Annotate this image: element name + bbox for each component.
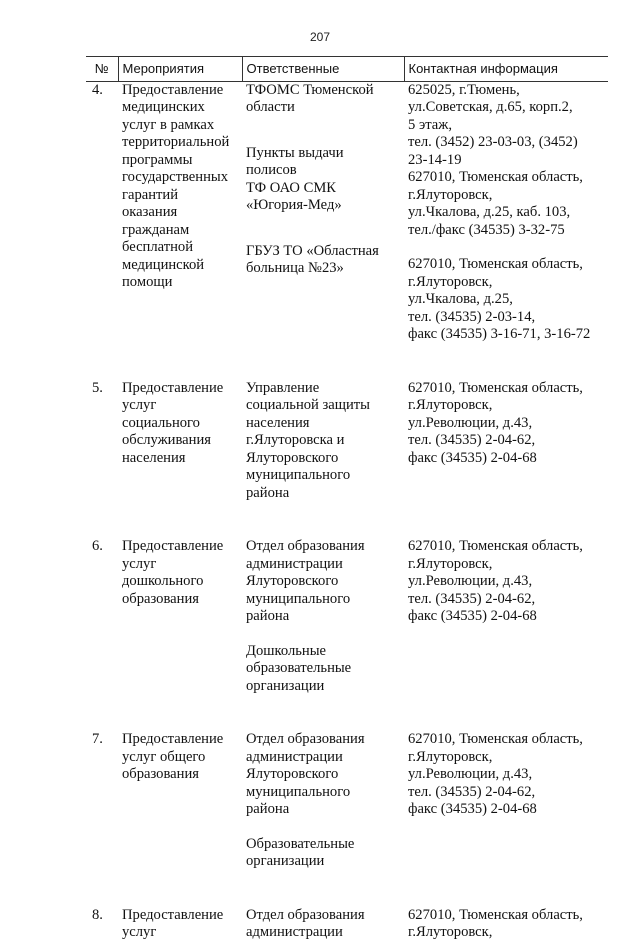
contact-line: 627010, Тюменская область, [408, 256, 583, 272]
event-line: программы [122, 151, 193, 168]
contact-line: тел. (34535) 2-04-62, [408, 783, 536, 800]
event-line: медицинской [122, 256, 205, 273]
contact-line: г.Ялуторовск, [408, 748, 493, 765]
event-line: услуг [122, 397, 157, 413]
event-line: услуг в рамках [122, 116, 215, 133]
contact-block [408, 907, 604, 942]
header-events: Мероприятия [118, 57, 242, 82]
event-line: услуг общего [122, 748, 206, 765]
contact-block [408, 380, 604, 468]
row-spacer [86, 344, 608, 380]
responsible-line: Отдел образования [246, 906, 365, 923]
contact-line: г.Ялуторовск, [408, 186, 493, 203]
responsible-line: г.Ялуторовска и [246, 432, 345, 448]
event-line: гражданам [122, 221, 190, 238]
contact-line: факс (34535) 2-04-68 [408, 449, 537, 466]
responsible-line: ГБУЗ ТО «Областная [246, 242, 379, 259]
contact-cell [404, 380, 608, 503]
table-row [86, 907, 608, 942]
event-line: Предоставление [122, 906, 224, 923]
contact-line: ул.Чкалова, д.25, каб. 103, [408, 204, 571, 220]
row-number: 8. [92, 906, 103, 923]
responsible-line: муниципального [246, 467, 351, 483]
responsible-line: Отдел образования [246, 538, 365, 554]
event-line: бесплатной [122, 239, 194, 255]
responsible-block [246, 380, 400, 503]
responsible-block [246, 538, 400, 626]
responsible-line: Управление [246, 379, 320, 396]
event-line: услуг [122, 924, 157, 940]
responsible-block [246, 145, 400, 215]
contact-line: 627010, Тюменская область, [408, 379, 583, 396]
responsible-line: полисов [246, 162, 297, 178]
contact-block [408, 538, 604, 626]
contact-line: ул.Чкалова, д.25, [408, 291, 513, 307]
event-line: помощи [122, 274, 173, 290]
row-spacer-cell [86, 695, 608, 731]
row-number: 6. [92, 538, 103, 554]
responsible-cell [242, 907, 404, 942]
responsible-block [246, 243, 400, 278]
table-body [86, 81, 608, 942]
responsible-line: населения [246, 414, 310, 431]
row-number: 7. [92, 731, 103, 747]
event-line: дошкольного [122, 573, 204, 589]
event-cell [118, 81, 242, 344]
responsible-line: образовательные [246, 660, 352, 676]
responsible-line: Образовательные [246, 835, 355, 852]
responsible-line: муниципального [246, 590, 351, 607]
responsible-line: Ялуторовского [246, 766, 339, 782]
event-line: услуг [122, 555, 157, 572]
contact-line: тел. (34535) 2-04-62, [408, 432, 536, 448]
row-spacer [86, 502, 608, 538]
responsible-line: организации [246, 677, 325, 694]
contact-line: тел. (3452) 23-03-03, (3452) [408, 134, 578, 150]
row-spacer-cell [86, 871, 608, 907]
contact-cell [404, 907, 608, 942]
responsible-line: ТФ ОАО СМК [246, 179, 337, 196]
contact-block [408, 169, 604, 239]
event-line: образования [122, 766, 199, 782]
responsible-line: Ялуторовского [246, 449, 339, 466]
responsible-line: Отдел образования [246, 731, 365, 747]
contact-block [408, 256, 604, 344]
responsible-line: ТФОМС Тюменской [246, 81, 374, 98]
contact-line: г.Ялуторовск, [408, 273, 493, 290]
responsible-line: Ялуторовского [246, 573, 339, 589]
responsible-cell [242, 380, 404, 503]
row-number: 5. [92, 379, 103, 396]
header-number: № [86, 57, 118, 82]
contact-line: 625025, г.Тюмень, [408, 81, 520, 98]
responsible-block [246, 907, 400, 942]
page-number: 207 [309, 30, 331, 44]
row-spacer [86, 871, 608, 907]
row-spacer-cell [86, 344, 608, 380]
contact-line: 627010, Тюменская область, [408, 538, 583, 554]
contact-line: 627010, Тюменская область, [408, 169, 583, 185]
event-cell [118, 380, 242, 503]
contact-cell [404, 731, 608, 871]
responsible-line: «Югория-Мед» [246, 197, 342, 213]
contact-line: г.Ялуторовск, [408, 924, 493, 940]
header-contact: Контактная информация [404, 57, 608, 82]
event-line: социального [122, 414, 200, 431]
responsible-line: Дошкольные [246, 642, 326, 659]
responsible-cell [242, 731, 404, 871]
contact-line: тел./факс (34535) 3-32-75 [408, 221, 565, 238]
contact-line: ул.Революции, д.43, [408, 573, 533, 589]
event-line: гарантий [122, 186, 179, 203]
contact-line: ул.Революции, д.43, [408, 414, 533, 431]
contact-block [408, 731, 604, 819]
event-line: оказания [122, 204, 178, 220]
responsible-line: района [246, 608, 290, 624]
table-row [86, 380, 608, 503]
responsible-line: района [246, 801, 290, 817]
contact-line: г.Ялуторовск, [408, 555, 493, 572]
contact-line: 627010, Тюменская область, [408, 906, 583, 923]
table-row [86, 81, 608, 344]
events-table [86, 56, 608, 942]
contact-line: тел. (34535) 2-04-62, [408, 590, 536, 607]
contact-line: тел. (34535) 2-03-14, [408, 308, 536, 325]
contact-line: 5 этаж, [408, 116, 452, 133]
contact-line: 627010, Тюменская область, [408, 731, 583, 747]
event-line: населения [122, 449, 186, 466]
event-line: медицинских [122, 99, 205, 115]
responsible-block [246, 836, 400, 871]
event-cell [118, 907, 242, 942]
event-line: Предоставление [122, 379, 224, 396]
contact-line: г.Ялуторовск, [408, 397, 493, 413]
contact-cell [404, 81, 608, 344]
responsible-cell [242, 538, 404, 695]
responsible-line: администрации [246, 748, 343, 765]
row-number: 4. [92, 81, 103, 98]
responsible-line: района [246, 484, 290, 501]
event-line: государственных [122, 169, 229, 185]
responsible-block [246, 82, 400, 117]
contact-block [408, 82, 604, 170]
event-line: Предоставление [122, 81, 224, 98]
row-spacer-cell [86, 502, 608, 538]
event-line: обслуживания [122, 432, 211, 448]
event-line: территориальной [122, 134, 230, 150]
event-cell [118, 538, 242, 695]
contact-cell [404, 538, 608, 695]
responsible-block [246, 731, 400, 819]
table-row [86, 538, 608, 695]
contact-line: ул.Советская, д.65, корп.2, [408, 99, 573, 115]
contact-line: факс (34535) 3-16-71, 3-16-72 [408, 326, 591, 342]
contact-line: ул.Революции, д.43, [408, 766, 533, 782]
row-spacer [86, 695, 608, 731]
responsible-line: больница №23» [246, 260, 344, 276]
responsible-line: администрации [246, 555, 343, 572]
responsible-line: администрации [246, 924, 343, 940]
responsible-block [246, 643, 400, 696]
event-line: Предоставление [122, 731, 224, 747]
contact-line: факс (34535) 2-04-68 [408, 608, 537, 624]
responsible-line: социальной защиты [246, 397, 370, 413]
responsible-line: области [246, 99, 295, 115]
header-responsible: Ответственные [242, 57, 404, 82]
event-line: Предоставление [122, 538, 224, 554]
contact-line: 23-14-19 [408, 151, 462, 168]
contact-line: факс (34535) 2-04-68 [408, 801, 537, 817]
table-header-row [86, 57, 608, 82]
responsible-line: Пункты выдачи [246, 144, 344, 161]
table-row [86, 731, 608, 871]
responsible-cell [242, 81, 404, 344]
event-line: образования [122, 590, 199, 607]
responsible-line: организации [246, 853, 325, 869]
event-cell [118, 731, 242, 871]
responsible-line: муниципального [246, 783, 351, 800]
